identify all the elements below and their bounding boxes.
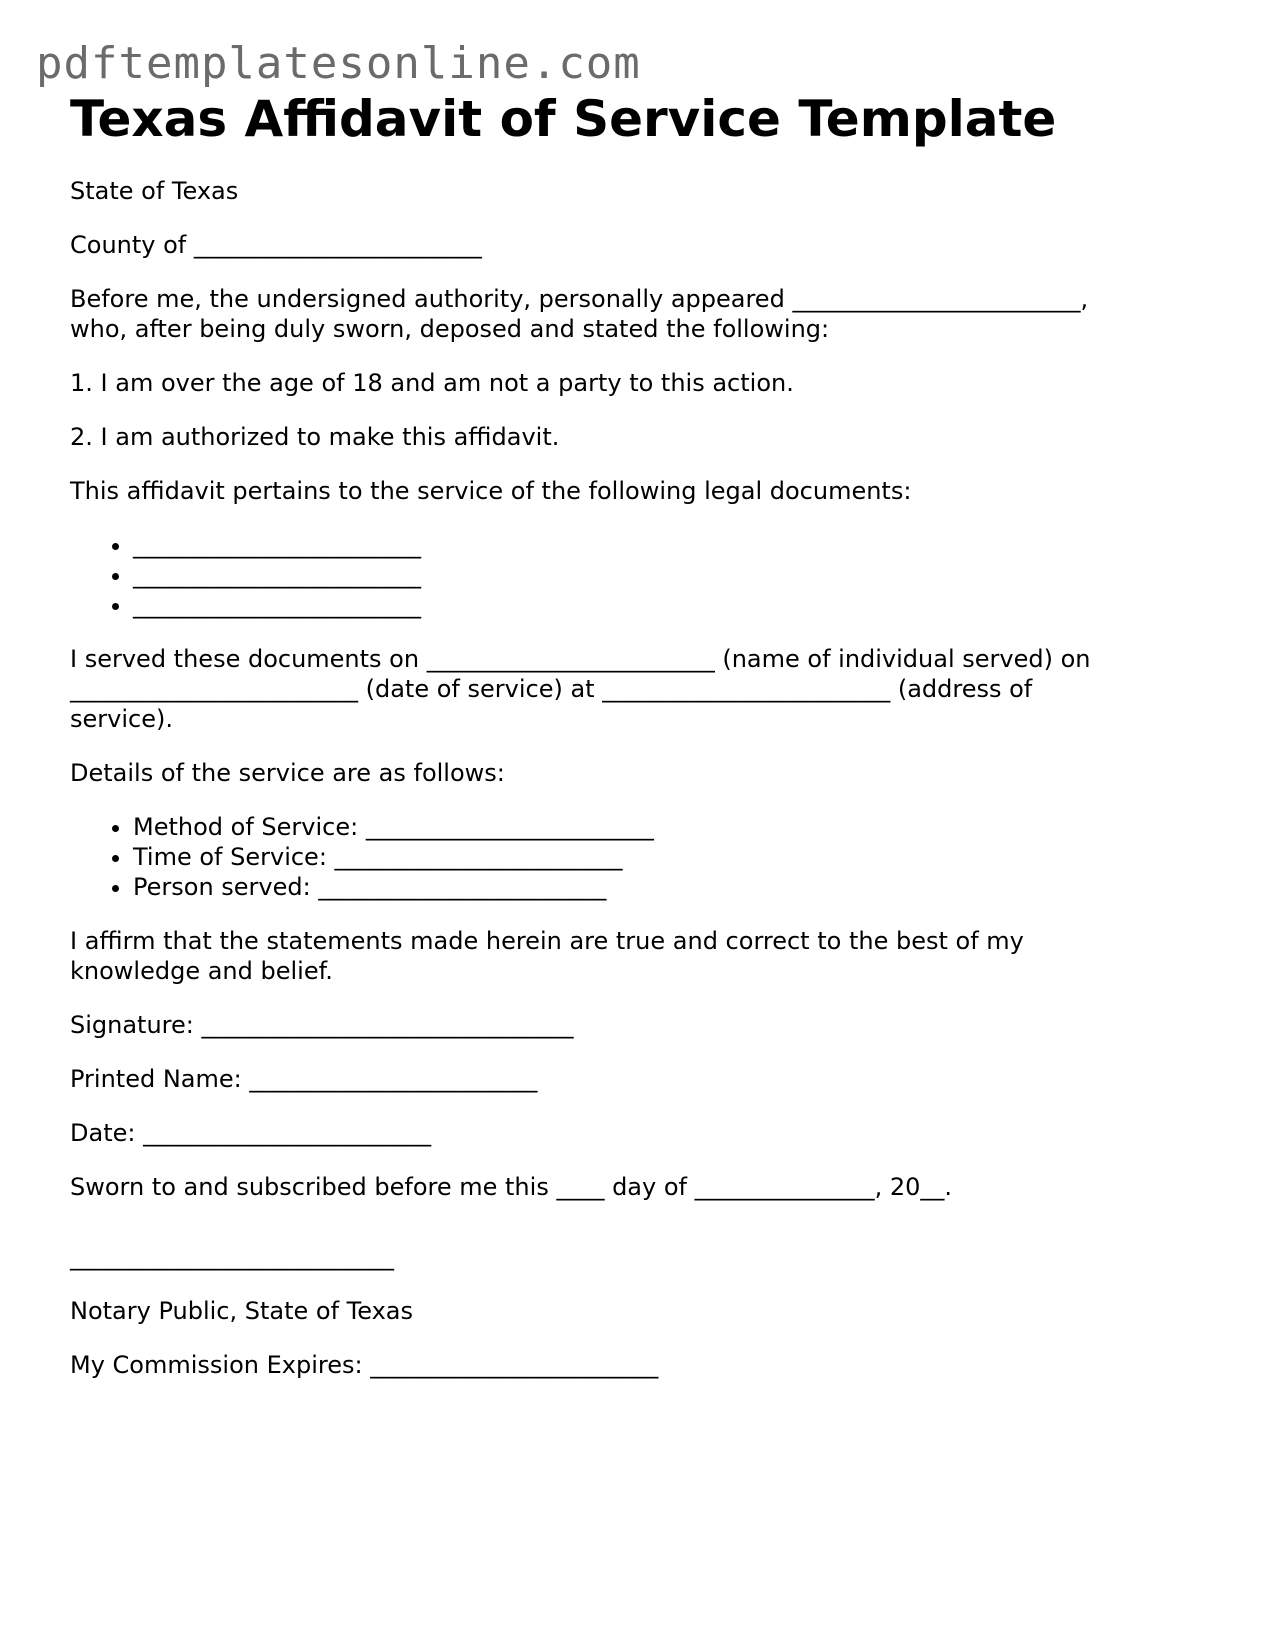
documents-list bbox=[70, 530, 1200, 620]
printed-name-line: Printed Name: ________________________ bbox=[70, 1065, 538, 1093]
notary-title: Notary Public, State of Texas bbox=[70, 1297, 413, 1325]
served-paragraph bbox=[70, 644, 1200, 734]
notary-signature-line: ___________________________ bbox=[70, 1243, 394, 1271]
affidavit-document bbox=[70, 86, 1200, 1380]
document-blank: • ________________________ bbox=[133, 560, 1200, 590]
served-line-1: I served these documents on ________________________ (name of individual served) on bbox=[70, 645, 1091, 673]
detail-person: • Person served: ________________________ bbox=[133, 872, 1200, 902]
detail-time: • Time of Service: ________________________ bbox=[133, 842, 1200, 872]
sworn-line: Sworn to and subscribed before me this ____ day of _______________, 20__. bbox=[70, 1173, 953, 1201]
details-list bbox=[70, 812, 1200, 902]
affirm-paragraph bbox=[70, 926, 1200, 986]
state-line: State of Texas bbox=[70, 177, 239, 205]
statement-1: 1. I am over the age of 18 and am not a party to this action. bbox=[70, 369, 794, 397]
appeared-line-1: Before me, the undersigned authority, personally appeared ________________________, bbox=[70, 285, 1089, 313]
document-blank: • ________________________ bbox=[133, 530, 1200, 560]
commission-line: My Commission Expires: ________________________ bbox=[70, 1351, 659, 1379]
statement-2: 2. I am authorized to make this affidavit. bbox=[70, 423, 560, 451]
affirm-line-1: I affirm that the statements made herein are true and correct to the best of my bbox=[70, 927, 1024, 955]
watermark: pdftemplatesonline.com bbox=[36, 38, 641, 89]
document-title: Texas Affidavit of Service Template bbox=[70, 90, 1057, 148]
document-blank: • ________________________ bbox=[133, 590, 1200, 620]
served-line-3: service). bbox=[70, 705, 173, 733]
appeared-paragraph bbox=[70, 284, 1200, 344]
details-intro: Details of the service are as follows: bbox=[70, 759, 505, 787]
served-line-2: ________________________ (date of service) at ________________________ (address of bbox=[70, 675, 1033, 703]
affirm-line-2: knowledge and belief. bbox=[70, 957, 333, 985]
date-line: Date: ________________________ bbox=[70, 1119, 432, 1147]
documents-intro: This affidavit pertains to the service of the following legal documents: bbox=[70, 477, 912, 505]
detail-method: • Method of Service: ________________________ bbox=[133, 812, 1200, 842]
appeared-line-2: who, after being duly sworn, deposed and stated the following: bbox=[70, 315, 830, 343]
county-line: County of ________________________ bbox=[70, 231, 482, 259]
signature-line: Signature: _______________________________ bbox=[70, 1011, 574, 1039]
